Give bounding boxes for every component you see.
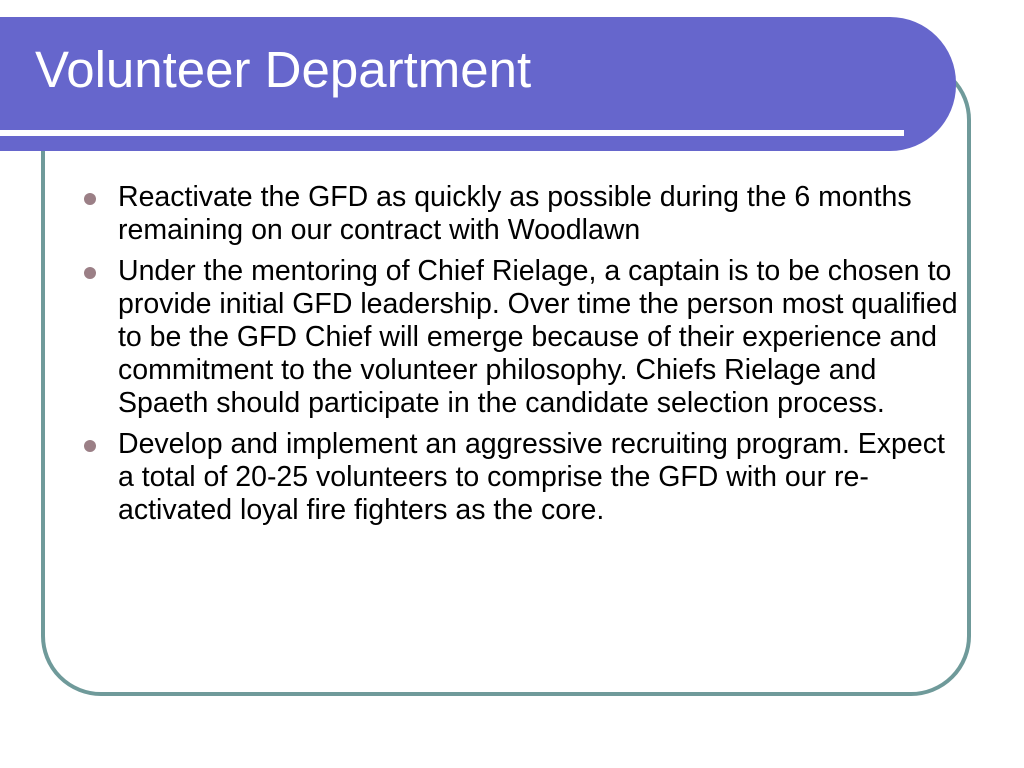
bullet-text: Develop and implement an aggressive recruiting program. Expect a total of 20-25 volunteers to comprise the GFD with our re-activated loyal fire fighters as the core. bbox=[118, 428, 945, 526]
bullet-icon bbox=[84, 193, 96, 205]
bullet-item bbox=[79, 255, 959, 420]
bullet-icon bbox=[84, 267, 96, 279]
bullet-text: Reactivate the GFD as quickly as possible during the 6 months remaining on our contract with Woodlawn bbox=[118, 181, 912, 246]
bullet-list bbox=[79, 181, 959, 535]
bullet-text: Under the mentoring of Chief Rielage, a captain is to be chosen to provide initial GFD leadership. Over time the person most qualified to be the GFD Chief will emerge because of their experience and commitment to the volunteer philosophy. Chiefs Rielage and Spaeth should participate in the candidate selection process. bbox=[118, 255, 958, 419]
title-underline bbox=[0, 130, 904, 136]
slide-title: Volunteer Department bbox=[35, 41, 532, 98]
bullet-item bbox=[79, 181, 959, 247]
bullet-icon bbox=[84, 440, 96, 452]
bullet-item bbox=[79, 428, 959, 527]
